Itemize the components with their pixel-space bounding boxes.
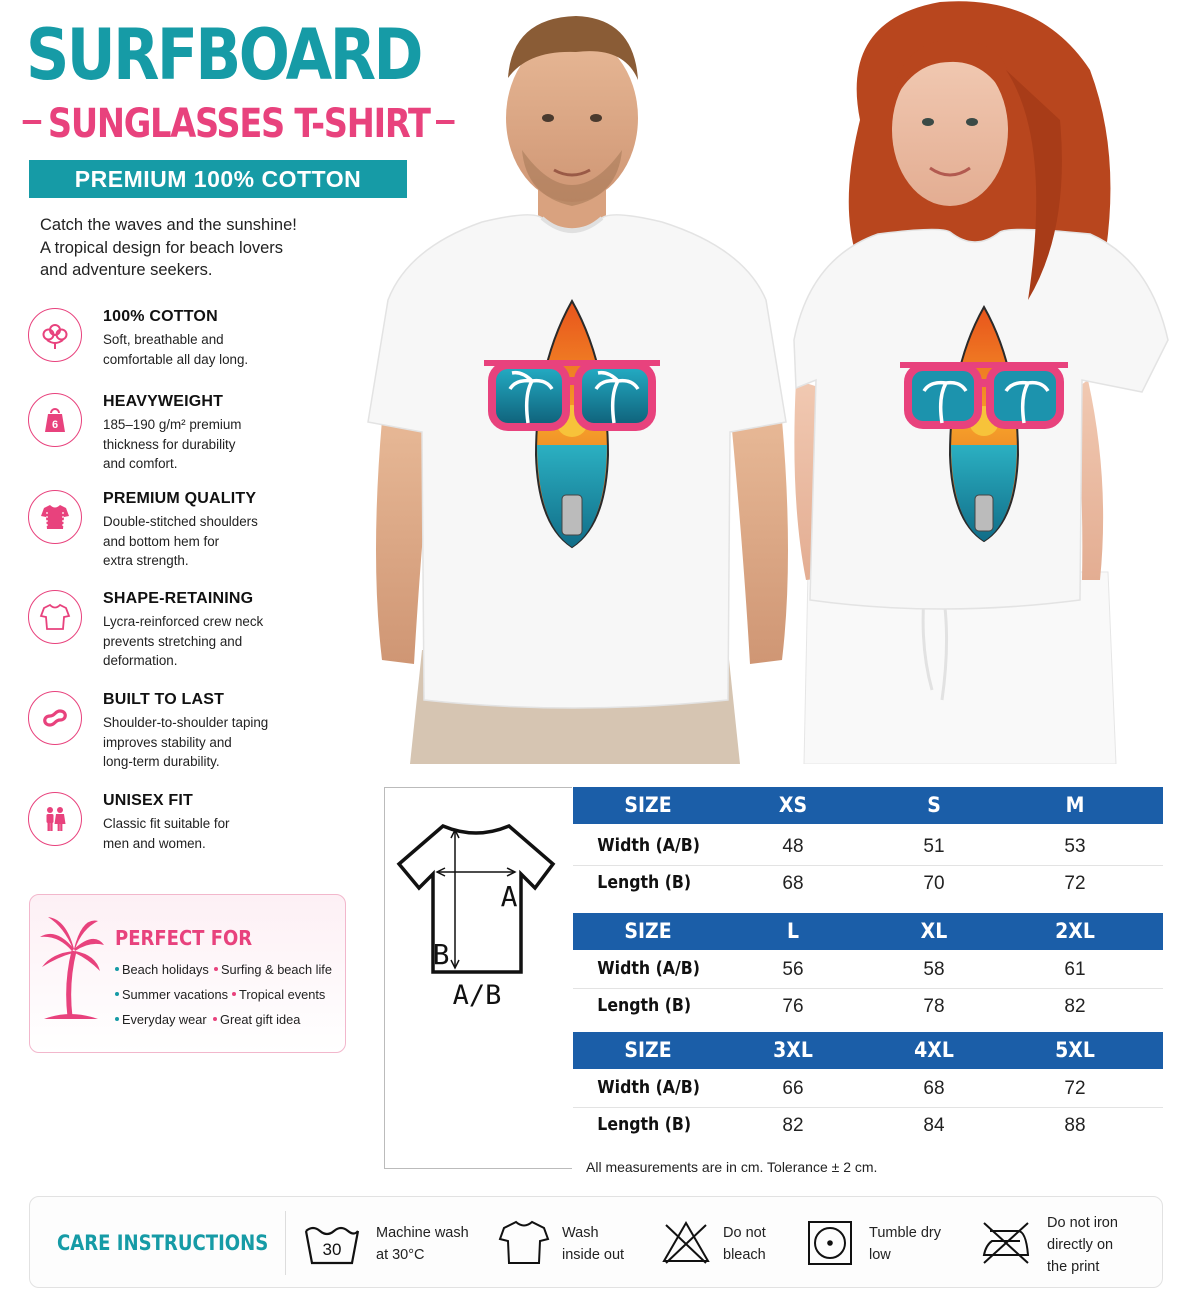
feature-heavyweight bbox=[28, 393, 328, 483]
care-item-inside-out: Wash inside out bbox=[498, 1197, 648, 1289]
list-item: Tropical events bbox=[232, 987, 325, 1002]
feature-desc: Soft, breathable and comfortable all day long. bbox=[103, 332, 249, 367]
feature-desc: Shoulder-to-shoulder taping improves stability and long-term durability. bbox=[103, 715, 269, 769]
list-item: Beach holidays bbox=[115, 962, 209, 977]
feature-title: SHAPE-RETAINING bbox=[103, 590, 254, 607]
label-ab: A/B bbox=[452, 980, 502, 1011]
list-item: Summer vacations bbox=[115, 987, 228, 1002]
care-title: CARE INSTRUCTIONS bbox=[57, 1231, 269, 1255]
list-item: Surfing & beach life bbox=[214, 962, 332, 977]
palm-tree-icon bbox=[36, 913, 106, 1025]
table-row: Length (B) 76 78 82 bbox=[597, 996, 1086, 1017]
cotton-flower-icon bbox=[28, 308, 82, 362]
size-diagram bbox=[384, 787, 572, 1169]
care-item-tumble-dry: Tumble dry low bbox=[806, 1197, 966, 1289]
list-item: Everyday wear bbox=[115, 1012, 207, 1027]
table-row: Width (A/B) 66 68 72 bbox=[597, 1078, 1086, 1099]
table-header-row: SIZE 3XL 4XL 5XL bbox=[573, 1032, 1163, 1069]
svg-text:6: 6 bbox=[51, 419, 59, 431]
tumble-dry-low-icon bbox=[806, 1219, 854, 1267]
wash-30-icon bbox=[302, 1219, 362, 1267]
table-row: Width (A/B) 56 58 61 bbox=[597, 959, 1086, 980]
label-b: B bbox=[432, 938, 450, 971]
care-item-no-iron: Do not iron directly on the print bbox=[980, 1197, 1150, 1289]
feature-desc: Double-stitched shoulders and bottom hem for extra strength. bbox=[103, 514, 258, 568]
svg-text:30: 30 bbox=[322, 1240, 342, 1259]
measurement-note: All measurements are in cm. Tolerance ± 2 cm. bbox=[586, 1159, 878, 1175]
feature-desc: Classic fit suitable for men and women. bbox=[103, 816, 230, 851]
no-iron-print-icon bbox=[980, 1219, 1032, 1265]
product-title: SURFBOARD bbox=[26, 14, 421, 96]
male-model-photo bbox=[362, 0, 800, 764]
tshirt-outline-icon bbox=[28, 590, 82, 644]
tshirt-measure-icon bbox=[385, 788, 573, 1170]
table-row: Length (B) 68 70 72 bbox=[597, 873, 1086, 894]
care-instructions bbox=[29, 1196, 1163, 1288]
feature-title: BUILT TO LAST bbox=[103, 691, 225, 708]
table-header-row: SIZE XS S M bbox=[573, 787, 1163, 824]
feature-unisex bbox=[28, 792, 328, 882]
list-item: Great gift idea bbox=[213, 1012, 300, 1027]
feature-title: HEAVYWEIGHT bbox=[103, 393, 224, 410]
table-header-row: SIZE L XL 2XL bbox=[573, 913, 1163, 950]
feature-title: PREMIUM QUALITY bbox=[103, 490, 257, 507]
intro-text: Catch the waves and the sunshine! A tropical design for beach lovers and adventure seekers. bbox=[40, 216, 297, 279]
feature-title: UNISEX FIT bbox=[103, 792, 194, 809]
perfect-for-title: PERFECT FOR bbox=[115, 926, 253, 950]
premium-banner: PREMIUM 100% COTTON bbox=[29, 160, 407, 198]
feature-desc: Lycra-reinforced crew neck prevents stretching and deformation. bbox=[103, 614, 264, 668]
label-a: A bbox=[500, 880, 518, 913]
feature-built-to-last bbox=[28, 691, 328, 781]
product-subtitle: SUNGLASSES T-SHIRT bbox=[16, 104, 462, 144]
female-model-photo bbox=[790, 0, 1195, 764]
weight-icon bbox=[28, 393, 82, 447]
people-icon bbox=[28, 792, 82, 846]
tshirt-inside-out-icon bbox=[498, 1217, 550, 1267]
feature-desc: 185–190 g/m² premium thickness for durability and comfort. bbox=[103, 417, 242, 471]
table-row: Width (A/B) 48 51 53 bbox=[597, 836, 1086, 857]
feature-cotton bbox=[28, 308, 328, 398]
feature-premium-quality bbox=[28, 490, 328, 580]
feature-title: 100% COTTON bbox=[103, 308, 218, 325]
feature-shape-retaining bbox=[28, 590, 328, 680]
table-row: Length (B) 82 84 88 bbox=[597, 1115, 1086, 1136]
infinity-icon bbox=[28, 691, 82, 745]
tshirt-stitch-icon bbox=[28, 490, 82, 544]
no-bleach-icon bbox=[660, 1219, 712, 1265]
care-item-no-bleach: Do not bleach bbox=[660, 1197, 800, 1289]
perfect-for-box bbox=[29, 894, 346, 1053]
care-item-wash: 30 Machine wash at 30°C bbox=[302, 1197, 482, 1289]
